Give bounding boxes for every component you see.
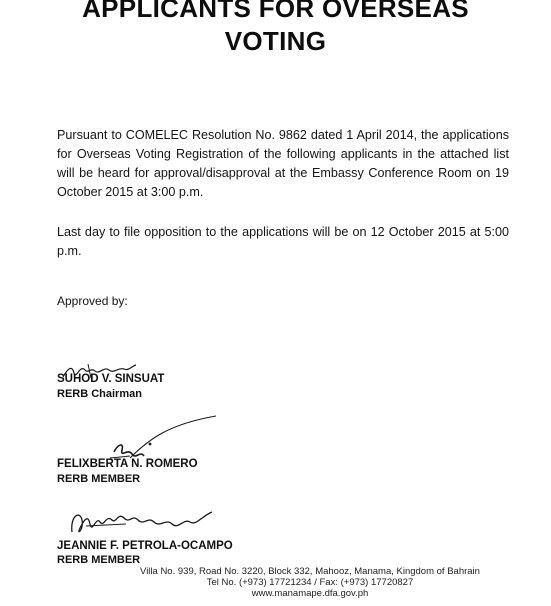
resolution-paragraph: Pursuant to COMELEC Resolution No. 9862 dated 1 April 2014, the applications for Overseas Voting Registration of the following applicants in the attached list will be heard for approval/disapproval at the Embassy Conference Room on 19 October 2015 at 3:00 p.m. xyxy=(57,128,509,199)
approved-by-label: Approved by: xyxy=(57,294,128,308)
footer-website: www.manamape.dfa.gov.ph xyxy=(251,588,369,599)
title-line-2: VOTING xyxy=(224,26,327,56)
footer-phone: Tel No. (+973) 17721234 / Fax: (+973) 17720827 xyxy=(206,577,414,588)
embassy-footer xyxy=(80,566,540,599)
signature-3 xyxy=(66,506,216,542)
footer-address: Villa No. 939, Road No. 3220, Block 332, Mahooz, Manama, Kingdom of Bahrain xyxy=(140,566,480,577)
page-title xyxy=(0,0,551,58)
signatory-2-name: FELIXBERTA N. ROMERO xyxy=(57,458,198,470)
signatory-1-title: RERB Chairman xyxy=(57,388,142,400)
signatory-3-name: JEANNIE F. PETROLA-OCAMPO xyxy=(57,540,233,552)
signatory-3-title: RERB MEMBER xyxy=(57,554,141,566)
title-line-1: APPLICANTS FOR OVERSEAS xyxy=(82,0,469,23)
signatory-2-title: RERB MEMBER xyxy=(57,473,141,485)
opposition-deadline-paragraph: Last day to file opposition to the applications will be on 12 October 2015 at 5:00 p.m. xyxy=(57,225,509,258)
signatory-1-name: SUHOD V. SINSUAT xyxy=(57,373,165,385)
